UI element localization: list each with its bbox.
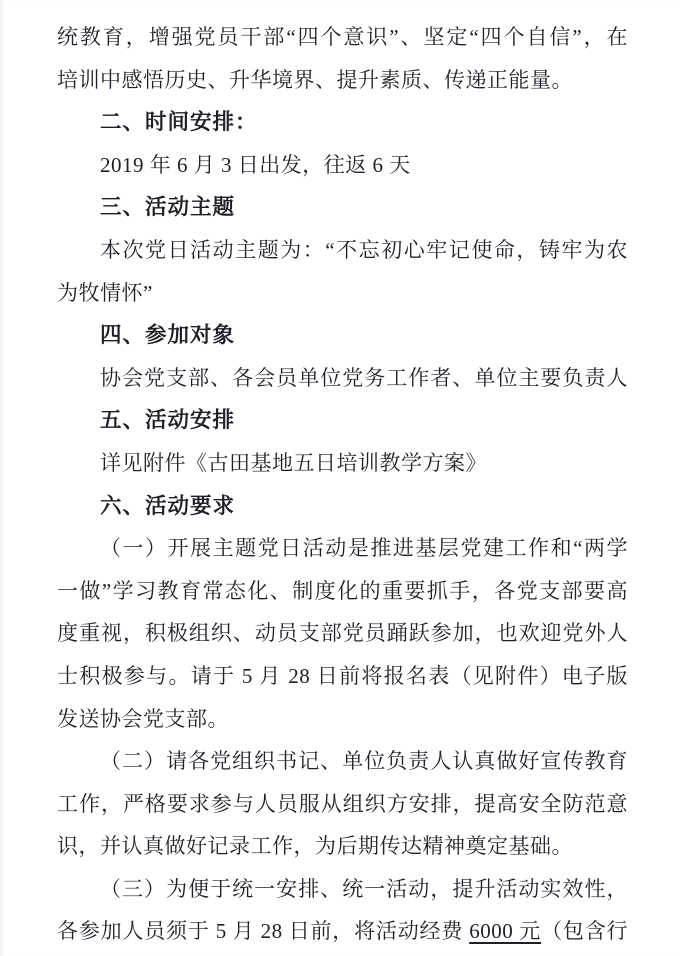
section-heading: 五、活动安排 [100,408,236,433]
underlined-amount: 6000 元 [469,919,542,944]
paragraph-line: 发送协会党支部。 [57,706,229,731]
paragraph-line: 培训中感悟历史、升华境界、提升素质、传递正能量。 [57,67,573,92]
paragraph-line: 本次党日活动主题为：“不忘初心牢记使命，铸牢为农 [100,237,628,262]
document-body [57,16,628,953]
section-heading: 二、时间安排： [100,110,258,135]
paragraph-line: 为牧情怀” [57,280,153,305]
section-heading: 四、参加对象 [100,323,236,348]
paragraph-line: 详见附件《古田基地五日培训教学方案》 [100,450,487,475]
text-segment: （包含行 [541,919,629,944]
text-segment: 各参加人员须于 5 月 28 日前，将活动经费 [57,919,470,944]
paragraph-line: 2019 年 6 月 3 日出发，往返 6 天 [100,152,411,177]
paragraph-line: 一做”学习教育常态化、制度化的重要抓手，各党支部要高 [57,578,628,603]
paragraph-line: （一）开展主题党日活动是推进基层党建工作和“两学 [100,536,628,561]
section-heading: 六、活动要求 [100,493,236,518]
paragraph-line: 统教育，增强党员干部“四个意识”、坚定“四个自信”，在 [57,25,628,49]
section-heading: 三、活动主题 [100,195,236,220]
paragraph-line: 度重视，积极组织、动员支部党员踊跃参加，也欢迎党外人 [57,621,628,646]
paragraph-line: 识，并认真做好记录工作，为后期传达精神奠定基础。 [57,834,573,859]
paragraph-line: （三）为便于统一安排、统一活动，提升活动实效性， [100,876,628,901]
paragraph-line: 士积极参与。请于 5 月 28 日前将报名表（见附件）电子版 [57,663,628,688]
paragraph-line: （二）请各党组织书记、单位负责人认真做好宣传教育 [100,749,628,774]
paragraph-line [57,910,628,953]
paragraph-line: 协会党支部、各会员单位党务工作者、单位主要负责人 [100,365,628,390]
paragraph-line: 工作，严格要求参与人员服从组织方安排，提高安全防范意 [57,791,628,816]
